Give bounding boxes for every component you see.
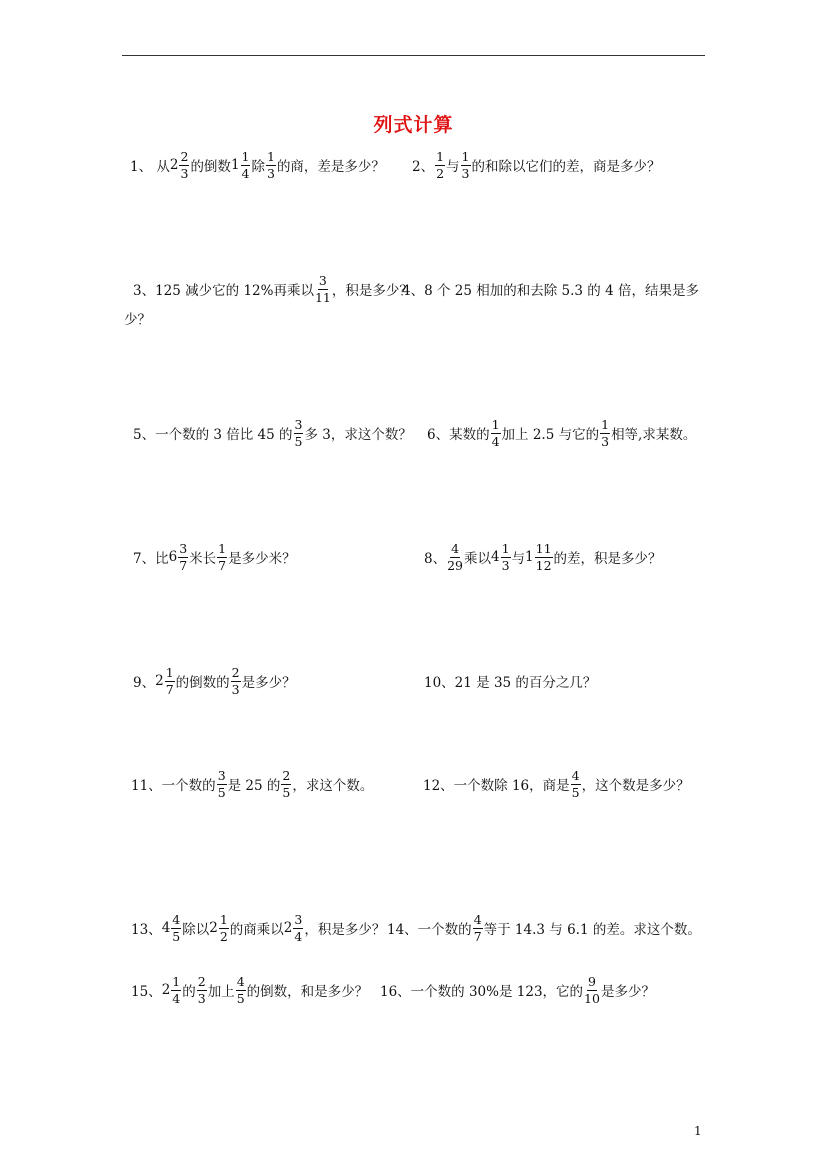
question-7: 7、比 6 3 7 米长 1 7 是多少米？ xyxy=(133,540,296,573)
question-14: 14、一个数的 4 7 等于 14.3 与 6.1 的差。求这个数。 xyxy=(387,911,701,944)
mixed-number: 4 4 5 xyxy=(161,911,181,944)
fraction: 3 5 xyxy=(217,767,226,800)
fraction: 3 5 xyxy=(294,416,303,449)
fraction: 2 3 xyxy=(180,148,189,181)
fraction: 9 10 xyxy=(584,973,600,1006)
question-15: 15、 2 1 4 的 2 3 加上 4 5 的倒数，和是多少？ xyxy=(131,973,369,1006)
question-8: 8、 4 29 乘以 4 1 3 与 1 11 12 的差，积是多少？ xyxy=(424,540,662,573)
question-12: 12、一个数除 16，商是 4 5 ，这个数是多少？ xyxy=(423,767,690,800)
fraction: 4 5 xyxy=(172,911,181,944)
fraction: 1 7 xyxy=(165,664,174,697)
fraction: 1 3 xyxy=(501,540,510,573)
mixed-number: 2 1 4 xyxy=(161,973,181,1006)
mixed-number: 2 1 7 xyxy=(155,664,174,697)
header-rule xyxy=(122,55,705,56)
fraction: 4 5 xyxy=(571,767,580,800)
fraction: 3 4 xyxy=(294,911,303,944)
fraction: 4 29 xyxy=(447,540,463,573)
fraction: 2 3 xyxy=(231,664,240,697)
fraction: 1 2 xyxy=(436,148,445,181)
question-2: 2、 1 2 与 1 3 的和除以它们的差，商是多少？ xyxy=(412,148,661,181)
question-13: 13、 4 4 5 除以 2 1 2 的商乘以 2 3 4 ，积是多少？ xyxy=(131,911,386,944)
fraction: 1 2 xyxy=(219,911,228,944)
fraction: 2 5 xyxy=(282,767,291,800)
mixed-number: 2 1 2 xyxy=(209,911,228,944)
fraction: 11 12 xyxy=(535,540,552,573)
mixed-number: 4 1 3 xyxy=(491,540,510,573)
mixed-number: 1 1 4 xyxy=(230,148,250,181)
mixed-number: 2 2 3 xyxy=(169,148,189,181)
question-1: 1、 从 2 2 3 的倒数 1 1 4 除 1 3 的商，差是多少？ xyxy=(130,148,385,181)
mixed-number: 6 3 7 xyxy=(168,540,188,573)
fraction: 1 3 xyxy=(266,148,275,181)
fraction: 4 7 xyxy=(473,911,482,944)
page-number: 1 xyxy=(694,1124,702,1138)
fraction: 1 3 xyxy=(461,148,470,181)
fraction: 4 5 xyxy=(236,973,245,1006)
question-3: 3、125 减少它的 12%再乘以 3 11 ，积是多少？ xyxy=(133,272,413,305)
fraction: 2 3 xyxy=(197,973,206,1006)
question-10: 10、21 是 35 的百分之几？ xyxy=(424,675,597,691)
question-4: 4、8 个 25 相加的和去除 5.3 的 4 倍，结果是多 xyxy=(402,283,699,299)
fraction: 1 4 xyxy=(172,973,181,1006)
question-5: 5、一个数的 3 倍比 45 的 3 5 多 3，求这个数？ xyxy=(133,416,412,449)
fraction: 3 7 xyxy=(179,540,188,573)
fraction: 3 11 xyxy=(314,272,331,305)
question-11: 11、一个数的 3 5 是 25 的 2 5 ，求这个数。 xyxy=(131,767,374,800)
question-6: 6、某数的 1 4 加上 2.5 与它的 1 3 相等,求某数。 xyxy=(427,416,697,449)
fraction: 1 4 xyxy=(491,416,500,449)
question-4-continuation: 少？ xyxy=(124,312,151,328)
fraction: 1 4 xyxy=(241,148,250,181)
fraction: 1 7 xyxy=(218,540,227,573)
question-16: 16、一个数的 30%是 123，它的 9 10 是多少？ xyxy=(380,973,655,1006)
mixed-number: 2 3 4 xyxy=(283,911,303,944)
fraction: 1 3 xyxy=(601,416,610,449)
page-title: 列式计算 xyxy=(373,114,454,136)
question-9: 9、 2 1 7 的倒数的 2 3 是多少？ xyxy=(133,664,296,697)
mixed-number: 1 11 12 xyxy=(525,540,552,573)
